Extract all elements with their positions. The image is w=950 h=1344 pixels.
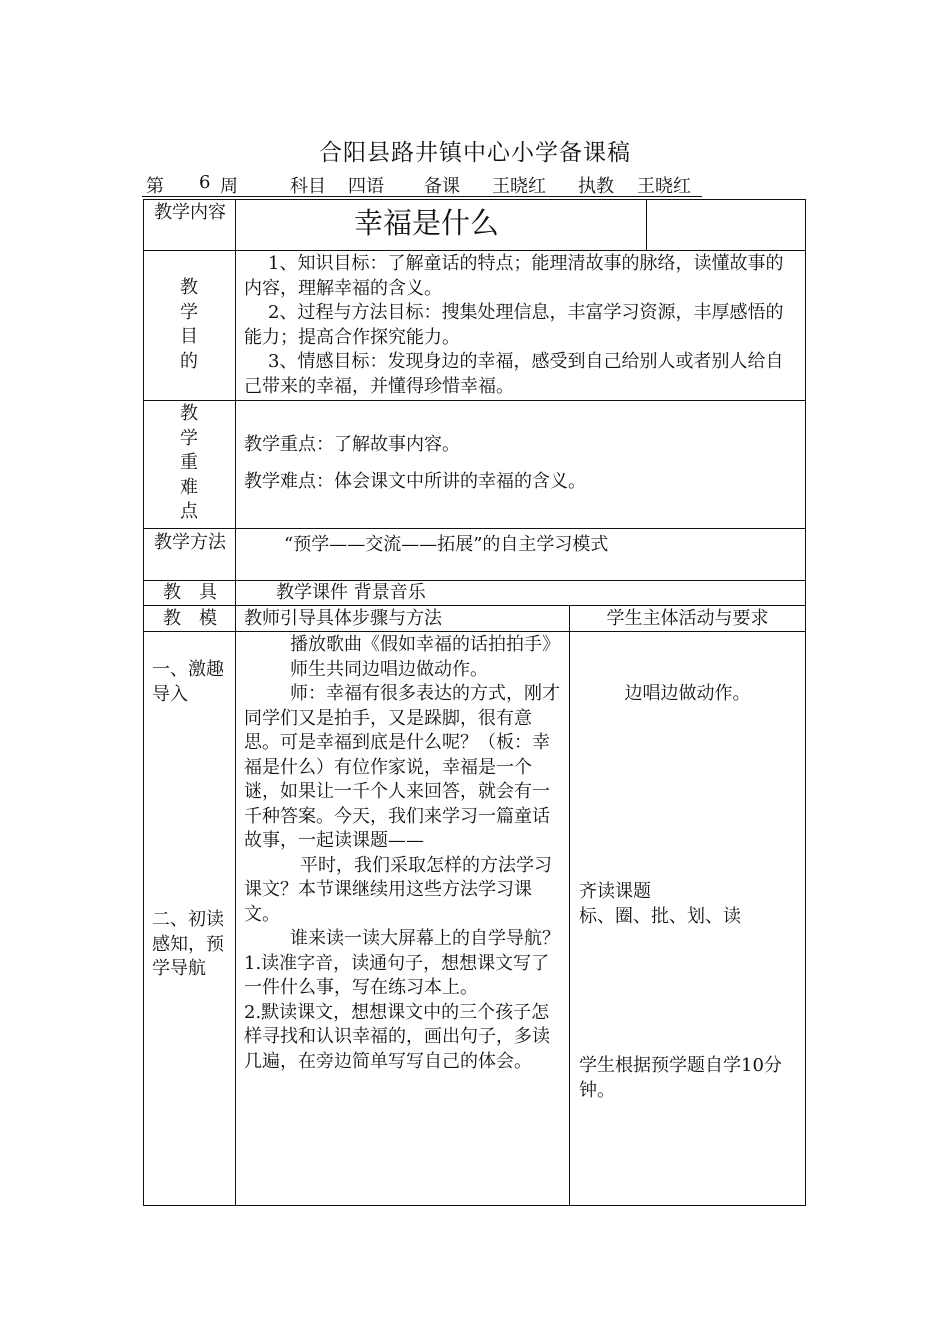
tools-value: 教学课件 背景音乐: [276, 582, 426, 603]
tools-label: 教 具: [163, 582, 217, 603]
goal-item: 3、情感目标：发现身边的幸福，感受到自己给别人或者别人给自己带来的幸福，并懂得珍惜幸福。: [244, 351, 784, 397]
student-activity: 标、圈、批、划、读: [579, 906, 741, 927]
table-border-bottom: [143, 1205, 806, 1206]
method-value: “预学——交流——拓展”的自主学习模式: [284, 534, 609, 555]
week-prefix: 第: [146, 176, 164, 197]
table-border-right: [805, 199, 806, 1206]
teacher-paragraph: 播放歌曲《假如幸福的话拍拍手》: [290, 634, 560, 655]
difficult-point: 教学难点：体会课文中所讲的幸福的含义。: [244, 471, 586, 492]
step1-label: 一、激趣导入: [152, 659, 224, 705]
subject-value: 四语: [348, 176, 384, 197]
lesson-title: 幸福是什么: [354, 206, 500, 240]
row-divider: [143, 528, 806, 529]
page-title: 合阳县路井镇中心小学备课稿: [319, 140, 631, 166]
content-extra-divider: [646, 199, 647, 251]
goals-label: 教学目的: [180, 277, 198, 372]
step2-label: 二、初读感知，预学导航: [152, 909, 224, 979]
mode-label: 教 模: [163, 608, 217, 629]
label-column-divider: [235, 199, 236, 1206]
row-divider: [143, 580, 806, 581]
teacher-paragraph: 师：幸福有很多表达的方式，刚才同学们又是拍手，又是跺脚，很有意思。可是幸福到底是什么呢？（板：幸福是什么）有位作家说，幸福是一个谜，如果让一千个人来回答，就会有一千种答案。今天，我们来学习一篇童话故事，一起读课题——: [244, 683, 560, 851]
teacher-name: 王晓红: [637, 176, 691, 197]
teacher-paragraph: 谁来读一读大屏幕上的自学导航？: [290, 928, 560, 949]
content-label: 教学内容: [154, 202, 226, 223]
row-divider: [143, 250, 806, 251]
guide-item: 2.默读课文，想想课文中的三个孩子怎样寻找和认识幸福的，画出句子，多读几遍，在旁边简单写写自己的体会。: [244, 1001, 550, 1072]
prep-label: 备课: [424, 176, 460, 197]
key-point: 教学重点：了解故事内容。: [244, 434, 460, 455]
goal-item: 2、过程与方法目标：搜集处理信息，丰富学习资源，丰厚感悟的能力；提高合作探究能力。: [244, 302, 784, 348]
row-divider: [143, 605, 806, 606]
week-number: 6: [199, 172, 211, 193]
method-label: 教学方法: [154, 532, 226, 553]
goal-item: 1、知识目标：了解童话的特点；能理清故事的脉络，读懂故事的内容，理解幸福的含义。: [244, 253, 784, 299]
header-underline: [142, 196, 702, 197]
goals-list: [244, 252, 800, 399]
teacher-column-header: 教师引导具体步骤与方法: [244, 608, 442, 629]
row-divider: [143, 400, 806, 401]
teach-label: 执教: [578, 176, 614, 197]
teacher-paragraph: 平时，我们采取怎样的方法学习课文？本节课继续用这些方法学习课文。: [244, 854, 552, 925]
student-activity: 齐读课题: [579, 881, 651, 902]
table-border-left: [143, 199, 144, 1206]
teacher-paragraph: 师生共同边唱边做动作。: [290, 658, 488, 680]
subject-label: 科目: [290, 176, 326, 197]
student-activity: 学生根据预学题自学10分钟。: [579, 1055, 782, 1101]
teacher-guidance: [244, 633, 560, 1074]
student-column-header: 学生主体活动与要求: [606, 608, 769, 629]
week-suffix: 周: [220, 176, 238, 197]
table-border-top: [143, 199, 806, 200]
prep-teacher: 王晓红: [492, 176, 546, 197]
guide-item: 1.读准字音，读通句子，想想课文写了一件什么事，写在练习本上。: [244, 952, 550, 998]
student-activity: 边唱边做动作。: [624, 683, 751, 704]
keypoints-label: 教学重难点: [180, 403, 198, 522]
